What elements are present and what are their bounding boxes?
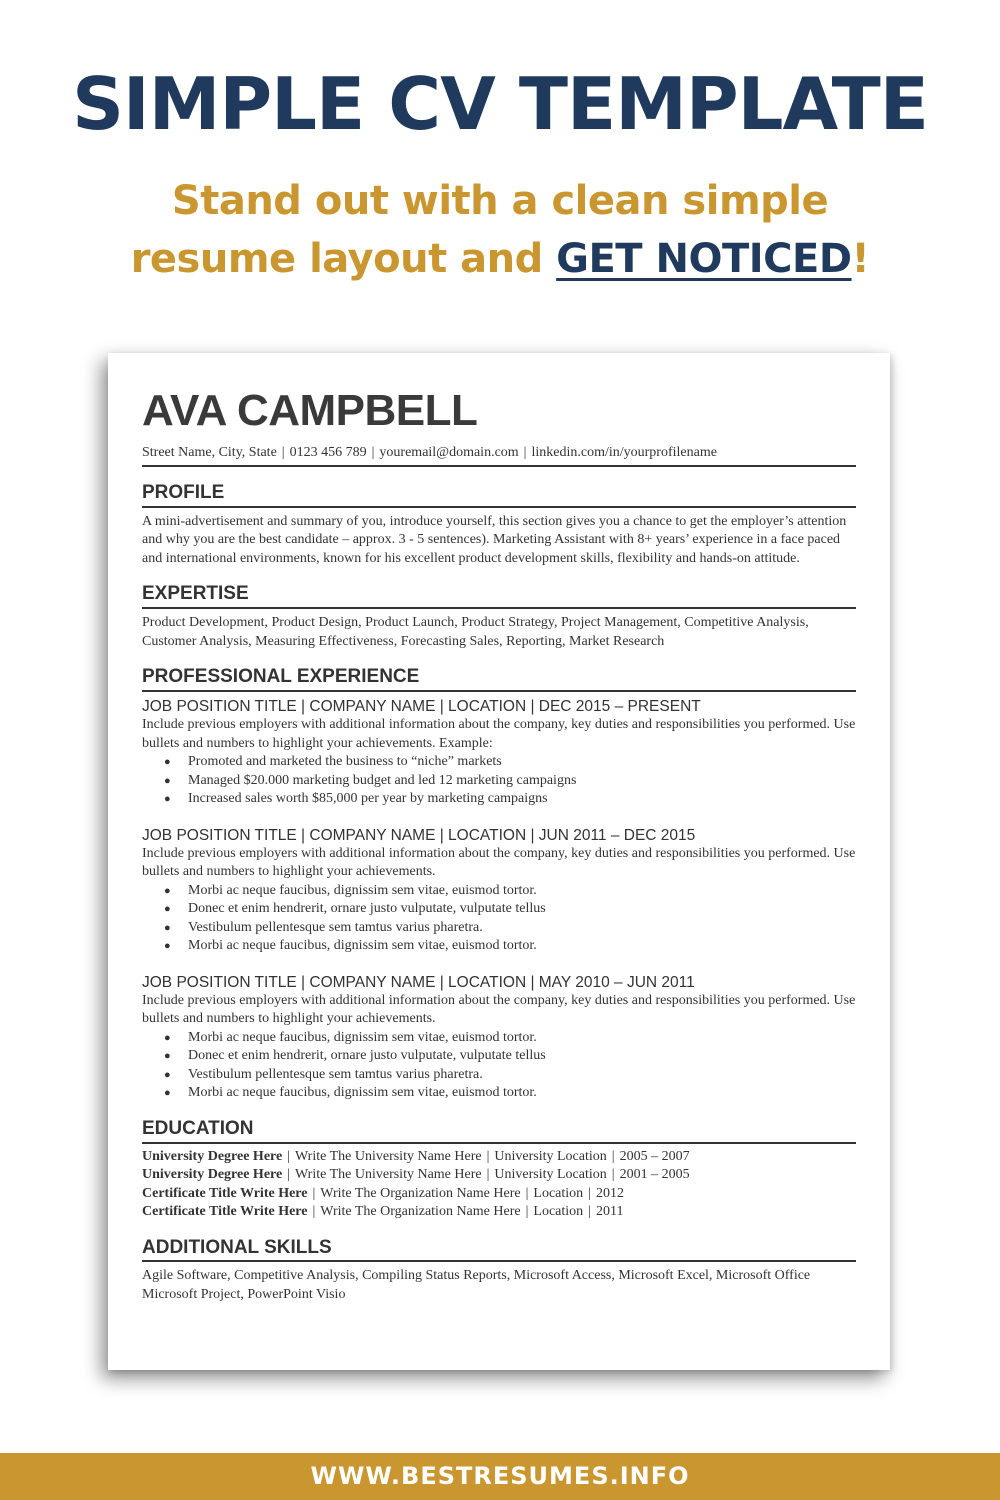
skills-text: Agile Software, Competitive Analysis, Compiling Status Reports, Microsoft Access, Microsoft Excel, Microsoft Office Microsoft Project, PowerPoint Visio (142, 1268, 811, 1302)
education-location: Location (533, 1185, 584, 1201)
education-location: University Location (494, 1148, 607, 1164)
experience-heading: PROFESSIONAL EXPERIENCE (142, 667, 856, 692)
education-years: 2011 (595, 1204, 624, 1220)
education-school: Write The Organization Name Here (320, 1185, 521, 1201)
education-years: 2005 – 2007 (619, 1148, 690, 1164)
education-entry: Certificate Title Write Here | Write The Organization Name Here | Location | 2011 (142, 1204, 624, 1220)
education-degree: Certificate Title Write Here (142, 1185, 308, 1201)
job-bullet: ● Morbi ac neque faucibus, dignissim sem vitae, euismod tortor. (142, 1029, 856, 1048)
job-bullet: ● Managed $20.000 marketing budget and led 12 marketing campaigns (142, 772, 856, 791)
contact-email: youremail@domain.com (379, 445, 519, 460)
contact-separator: | (371, 445, 375, 460)
profile-text: A mini-advertisement and summary of you, introduce yourself, this section gives you a chance to get the employer’s attention and why you are the best candidate – approx. 3 - 5 sentences). Marketing Assistant with 8+ years’ experience in a face paced and international environments, known for his excellent product development skills, flexibility and hands-on attitude. (142, 513, 847, 566)
contact-line (142, 445, 856, 467)
hero-subtitle-prefix: resume layout and (130, 236, 557, 282)
job-bullet: ● Vestibulum pellentesque sem tamtus varius pharetra. (142, 1066, 856, 1085)
hero-subtitle-line1: Stand out with a clean simple (171, 178, 829, 224)
education-degree: University Degree Here (142, 1148, 283, 1164)
education-degree: University Degree Here (142, 1167, 283, 1183)
hero-subtitle-suffix: ! (851, 236, 870, 282)
job-bullet: ● Donec et enim hendrerit, ornare justo vulputate, vulputate tellus (142, 1047, 856, 1066)
hero-subtitle-line2 (0, 230, 1000, 288)
education-school: Write The Organization Name Here (320, 1204, 521, 1220)
job-title: JOB POSITION TITLE | COMPANY NAME | LOCATION | JUN 2011 – DEC 2015 (142, 826, 696, 844)
contact-phone: 0123 456 789 (289, 445, 367, 460)
education-school: Write The University Name Here (295, 1167, 482, 1183)
job-bullet: ● Promoted and marketed the business to “niche” markets (142, 753, 856, 772)
job-bullet: ● Morbi ac neque faucibus, dignissim sem vitae, euismod tortor. (142, 937, 856, 956)
job-entry (142, 698, 856, 809)
resume-page (108, 353, 890, 1370)
contact-separator: | (281, 445, 285, 460)
education-heading: EDUCATION (142, 1119, 856, 1144)
job-bullets (142, 1029, 856, 1103)
resume-name: AVA CAMPBELL (142, 386, 478, 435)
education-entry: University Degree Here | Write The University Name Here | University Location | 2001 – 2005 (142, 1167, 690, 1183)
education-years: 2001 – 2005 (619, 1167, 690, 1183)
resume-content (142, 386, 856, 1304)
hero-title: SIMPLE CV TEMPLATE (72, 62, 928, 146)
footer-banner (0, 1453, 1000, 1500)
contact-separator: | (523, 445, 527, 460)
education-entry: Certificate Title Write Here | Write The Organization Name Here | Location | 2012 (142, 1185, 624, 1201)
job-description: Include previous employers with additional information about the company, key duties and responsibilities you performed. Use bullets and numbers to highlight your achievements. (142, 992, 856, 1027)
job-bullets (142, 882, 856, 956)
skills-heading: ADDITIONAL SKILLS (142, 1238, 856, 1263)
job-bullet: ● Vestibulum pellentesque sem tamtus varius pharetra. (142, 919, 856, 938)
job-description: Include previous employers with additional information about the company, key duties and responsibilities you performed. Use bullets and numbers to highlight your achievements. (142, 845, 856, 880)
contact-linkedin: linkedin.com/in/yourprofilename (531, 445, 717, 460)
hero-subtitle (0, 172, 1000, 288)
get-noticed-highlight: GET NOTICED (556, 236, 852, 282)
education-location: Location (533, 1204, 584, 1220)
job-entry (142, 974, 856, 1103)
job-title: JOB POSITION TITLE | COMPANY NAME | LOCATION | MAY 2010 – JUN 2011 (142, 973, 695, 991)
footer-url[interactable]: WWW.BESTRESUMES.INFO (310, 1462, 690, 1490)
job-bullet: ● Increased sales worth $85,000 per year by marketing campaigns (142, 790, 856, 809)
job-bullet: ● Morbi ac neque faucibus, dignissim sem vitae, euismod tortor. (142, 882, 856, 901)
job-description: Include previous employers with additional information about the company, key duties and responsibilities you performed. Use bullets and numbers to highlight your achievements. Example: (142, 717, 856, 751)
job-bullet: ● Donec et enim hendrerit, ornare justo vulputate, vulputate tellus (142, 900, 856, 919)
job-entry (142, 827, 856, 956)
job-bullet: ● Morbi ac neque faucibus, dignissim sem vitae, euismod tortor. (142, 1084, 856, 1103)
expertise-text: Product Development, Product Design, Product Launch, Product Strategy, Project Management, Competitive Analysis, Customer Analysis, Measuring Effectiveness, Forecasting Sales, Reporting, Market Research (142, 615, 809, 649)
profile-heading: PROFILE (142, 483, 856, 508)
contact-address: Street Name, City, State (142, 445, 277, 460)
job-title: JOB POSITION TITLE | COMPANY NAME | LOCATION | DEC 2015 – PRESENT (142, 698, 701, 716)
education-list (142, 1148, 856, 1222)
education-degree: Certificate Title Write Here (142, 1204, 308, 1220)
education-location: University Location (494, 1167, 607, 1183)
education-entry: University Degree Here | Write The University Name Here | University Location | 2005 – 2007 (142, 1148, 690, 1164)
education-years: 2012 (595, 1185, 624, 1201)
job-bullets (142, 753, 856, 809)
education-school: Write The University Name Here (295, 1148, 482, 1164)
expertise-heading: EXPERTISE (142, 584, 856, 609)
